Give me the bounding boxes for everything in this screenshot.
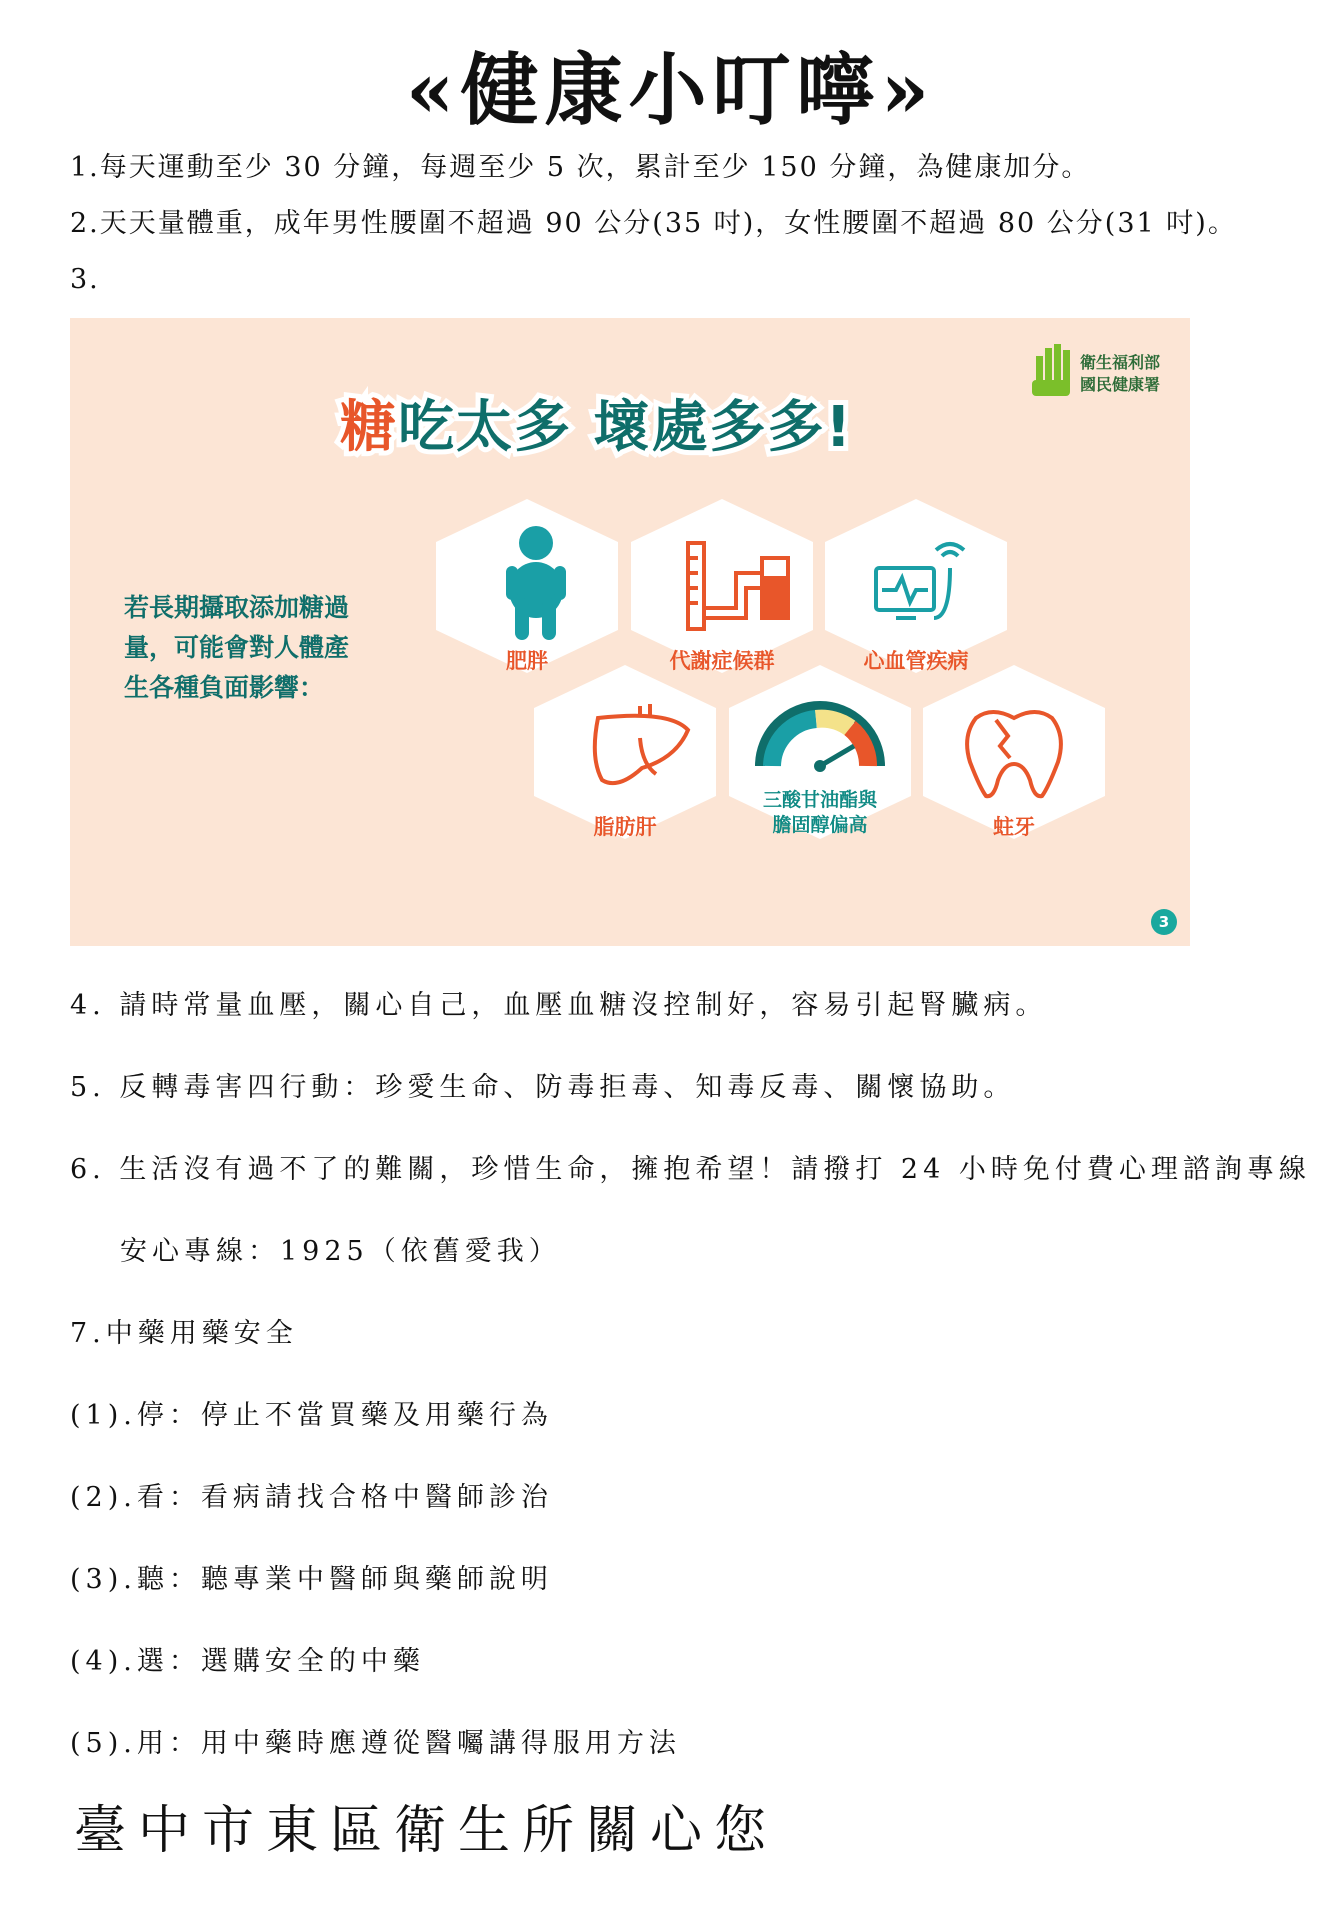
- logo-line-1: 衛生福利部: [1080, 353, 1161, 372]
- svg-text:糖吃太多 壞處多多!: [340, 395, 853, 460]
- hpa-logo-icon: [1032, 344, 1070, 396]
- infographic-canvas: [70, 318, 1190, 946]
- label-fatty-liver: 脂肪肝: [593, 815, 657, 839]
- tip-6-hotline: 安心專線：1925（依舊愛我）: [120, 1236, 561, 1267]
- tip-7: 7.中藥用藥安全: [70, 1318, 298, 1349]
- side-text-line-3: 生各種負面影響：: [124, 673, 325, 702]
- label-lipids-line-2: 膽固醇偏高: [772, 814, 868, 836]
- side-text-line-1: 若長期攝取添加糖過: [124, 593, 350, 622]
- tip-1: 1.每天運動至少 30 分鐘，每週至少 5 次，累計至少 150 分鐘，為健康加分。: [70, 152, 1091, 183]
- gauge-fill: [764, 576, 786, 616]
- tip-7-sub-3: (3).聽：聽專業中醫師與藥師說明: [70, 1564, 553, 1595]
- hex-cardio: [825, 499, 1007, 673]
- label-metabolic: 代謝症候群: [669, 649, 775, 673]
- logo-line-2: 國民健康署: [1080, 375, 1161, 394]
- tip-4: 4. 請時常量血壓，關心自己，血壓血糖沒控制好，容易引起腎臟病。: [70, 990, 1048, 1021]
- tip-6: 6. 生活沒有過不了的難關，珍惜生命，擁抱希望！請撥打 24 小時免付費心理諮詢專線: [70, 1154, 1311, 1185]
- tip-2: 2.天天量體重，成年男性腰圍不超過 90 公分(35 吋)，女性腰圍不超過 80 公分(31 吋)。: [70, 208, 1237, 239]
- side-text-line-2: 量，可能會對人體產: [124, 633, 350, 662]
- tip-5: 5. 反轉毒害四行動：珍愛生命、防毒拒毒、知毒反毒、關懷協助。: [70, 1072, 1016, 1103]
- page-number: 3: [1158, 913, 1170, 931]
- tip-7-sub-1: (1).停：停止不當買藥及用藥行為: [70, 1400, 553, 1431]
- tip-7-sub-5: (5).用：用中藥時應遵從醫囑講得服用方法: [70, 1728, 681, 1759]
- tip-3-label: 3.: [70, 264, 100, 295]
- label-cardio: 心血管疾病: [863, 649, 969, 673]
- headline-text: 吃太多 壞處多多!: [398, 395, 854, 460]
- label-cavity: 蛀牙: [993, 815, 1035, 839]
- tip-7-sub-4: (4).選：選購安全的中藥: [70, 1646, 425, 1677]
- page-title: «健康小叮嚀»: [405, 45, 936, 136]
- headline-highlight: 糖: [340, 395, 398, 460]
- hex-cavity: [923, 665, 1105, 839]
- hex-lipids: [729, 665, 911, 839]
- footer-signature: 臺中市東區衛生所關心您: [74, 1801, 779, 1861]
- sugar-infographic: [70, 318, 1190, 946]
- hex-fatty-liver: [534, 665, 716, 839]
- label-lipids-line-1: 三酸甘油酯與: [762, 789, 878, 811]
- label-obesity: 肥胖: [506, 649, 548, 673]
- tip-7-sub-2: (2).看：看病請找合格中醫師診治: [70, 1482, 553, 1513]
